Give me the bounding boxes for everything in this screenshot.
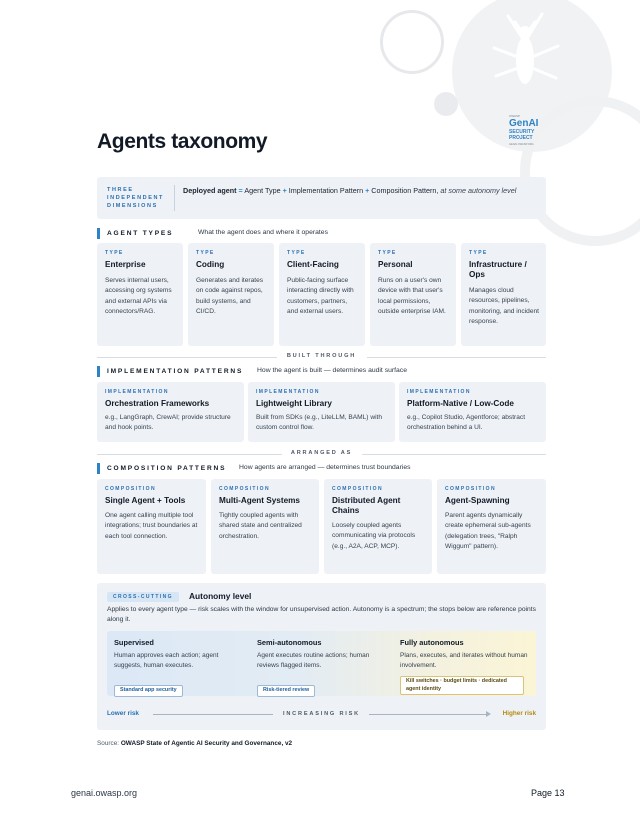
card-title: Enterprise (105, 260, 146, 269)
formula-part: Agent Type (244, 186, 281, 195)
section-label: AGENT TYPES (107, 230, 174, 237)
agent-type-card (97, 243, 183, 346)
section-accent-bar (97, 463, 100, 474)
formula-head: Deployed agent (183, 186, 237, 195)
control-tag: Kill switches · budget limits · dedicated agent identity (400, 676, 524, 695)
formula-part: Composition Pattern, (371, 186, 439, 195)
section-label: COMPOSITION PATTERNS (107, 465, 227, 472)
stage-description: Human approves each action; agent suggests, human executes. (114, 652, 219, 670)
composition-card (211, 479, 319, 574)
card-kicker: TYPE (105, 250, 124, 256)
card-body: Serves internal users, accessing org systems and external APIs via connectors/RAG. (105, 277, 172, 316)
card-body: Generates and iterates on code against repos, build systems, and CI/CD. (196, 277, 264, 316)
source-text: OWASP State of Agentic AI Security and Governance, v2 (120, 740, 293, 747)
card-kicker: TYPE (287, 250, 306, 256)
card-body: Built from SDKs (e.g., LiteLLM, BAML) with custom control flow. (256, 414, 383, 432)
card-title: Distributed Agent Chains (332, 496, 401, 515)
section-header-implementation (97, 366, 546, 378)
arrow-right-icon (486, 711, 491, 717)
page-number: Page 13 (531, 788, 565, 798)
stage-supervised (114, 638, 244, 672)
stage-description: Agent executes routine actions; human reviews flagged items. (257, 652, 370, 670)
card-body: Manages cloud resources, pipelines, monitoring, and incident response. (469, 287, 540, 326)
card-body: e.g., LangGraph, CrewAI; provide structure and hook points. (105, 414, 231, 432)
section-label: IMPLEMENTATION PATTERNS (107, 368, 244, 375)
card-title: Orchestration Frameworks (105, 399, 210, 408)
section-accent-bar (97, 228, 100, 239)
stage-description: Plans, executes, and iterates without human involvement. (400, 652, 528, 670)
card-title: Multi-Agent Systems (219, 496, 300, 505)
divider-label: ARRANGED AS (290, 450, 353, 456)
autonomy-panel (97, 583, 546, 730)
divider-label: BUILT THROUGH (286, 353, 357, 359)
divider (174, 185, 175, 211)
card-title: Client-Facing (287, 260, 339, 269)
card-body: One agent calling multiple tool integrations; trust boundaries at each tool connection. (105, 512, 198, 540)
owasp-genai-logo (509, 114, 545, 158)
agent-type-card (188, 243, 274, 346)
section-description: What the agent does and where it operates (198, 229, 328, 236)
risk-axis-label: INCREASING RISK (282, 711, 361, 717)
control-tag: Standard app security (114, 685, 183, 697)
flow-divider (97, 353, 546, 361)
card-title: Lightweight Library (256, 399, 332, 408)
footer-url[interactable]: genai.owasp.org (71, 788, 138, 798)
dimensions-formula (183, 185, 538, 197)
section-header-agent-types (97, 228, 546, 240)
formula-suffix: at some autonomy level (440, 186, 517, 195)
implementation-card (399, 382, 546, 442)
formula-part: Implementation Pattern (288, 186, 364, 195)
autonomy-title: Autonomy level (189, 591, 252, 601)
section-description: How agents are arranged — determines trust boundaries (239, 464, 411, 471)
stage-name: Fully autonomous (400, 638, 464, 647)
card-title: Personal (378, 260, 413, 269)
risk-arrow-line (369, 714, 487, 715)
dimensions-banner (97, 177, 546, 219)
logo-main-text: GenAI (509, 118, 539, 129)
equals-sign: = (238, 186, 243, 195)
page-title: Agents taxonomy (97, 130, 268, 153)
section-description: How the agent is built — determines audit surface (257, 367, 407, 374)
card-body: Loosely coupled agents communicating via protocols (e.g., A2A, ACP, MCP). (332, 522, 416, 550)
divider-line (367, 357, 546, 358)
plus-sign: + (282, 186, 287, 195)
risk-low-label: Lower risk (107, 710, 139, 717)
card-kicker: COMPOSITION (105, 486, 156, 492)
flow-divider (97, 450, 546, 458)
stage-name: Semi-autonomous (257, 638, 322, 647)
card-body: Public-facing surface interacting directly with customers, partners, and external users. (287, 277, 354, 316)
card-body: Parent agents dynamically create ephemeral sub-agents (delegation trees, "Ralph Wiggum" pattern). (445, 512, 531, 551)
card-body: Tightly coupled agents with shared state and centralized orchestration. (219, 512, 302, 540)
card-kicker: IMPLEMENTATION (256, 389, 320, 395)
composition-card (324, 479, 432, 574)
card-kicker: IMPLEMENTATION (407, 389, 471, 395)
source-prefix: Source: (97, 740, 120, 747)
agent-type-card (279, 243, 365, 346)
stage-semi-autonomous (257, 638, 392, 672)
card-kicker: COMPOSITION (445, 486, 496, 492)
cross-cutting-badge: CROSS-CUTTING (107, 592, 179, 602)
section-accent-bar (97, 366, 100, 377)
logo-sub-text: PROJECT (509, 135, 533, 141)
stage-fully-autonomous (400, 638, 530, 672)
autonomy-description: Applies to every agent type — risk scales with the window for unsupervised action. Autonomy is a spectrum; the stops below are reference points along it. (107, 606, 536, 624)
divider-line (362, 454, 546, 455)
card-kicker: IMPLEMENTATION (105, 389, 169, 395)
card-title: Infrastructure / Ops (469, 260, 527, 279)
decorative-ring (380, 10, 444, 74)
autonomy-spectrum (107, 631, 536, 696)
card-body: Runs on a user's own device with that user's local permissions, outside enterprise IAM. (378, 277, 446, 316)
composition-card (97, 479, 206, 574)
stage-name: Supervised (114, 638, 154, 647)
implementation-card (248, 382, 395, 442)
risk-high-label: Higher risk (502, 710, 536, 717)
plus-sign: + (365, 186, 370, 195)
logo-top-text: OWASP (509, 114, 521, 118)
implementation-card (97, 382, 244, 442)
dimensions-label: THREE INDEPENDENT DIMENSIONS (107, 187, 165, 209)
wasp-icon (470, 2, 580, 112)
section-header-composition (97, 463, 546, 475)
logo-sub-text: SECURITY (509, 129, 535, 135)
agent-type-card (461, 243, 546, 346)
logo-small-text: GENAI.OWASP.ORG (509, 143, 534, 146)
card-title: Single Agent + Tools (105, 496, 186, 505)
card-kicker: COMPOSITION (219, 486, 270, 492)
card-title: Coding (196, 260, 225, 269)
card-title: Agent-Spawning (445, 496, 510, 505)
card-kicker: COMPOSITION (332, 486, 383, 492)
card-title: Platform-Native / Low-Code (407, 399, 514, 408)
source-citation (97, 740, 292, 747)
card-body: e.g., Copilot Studio, Agentforce; abstract orchestration behind a UI. (407, 414, 526, 432)
card-kicker: TYPE (469, 250, 488, 256)
decorative-dot (434, 92, 458, 116)
card-kicker: TYPE (196, 250, 215, 256)
card-kicker: TYPE (378, 250, 397, 256)
composition-card (437, 479, 546, 574)
control-tag: Risk-tiered review (257, 685, 315, 697)
agent-type-card (370, 243, 456, 346)
